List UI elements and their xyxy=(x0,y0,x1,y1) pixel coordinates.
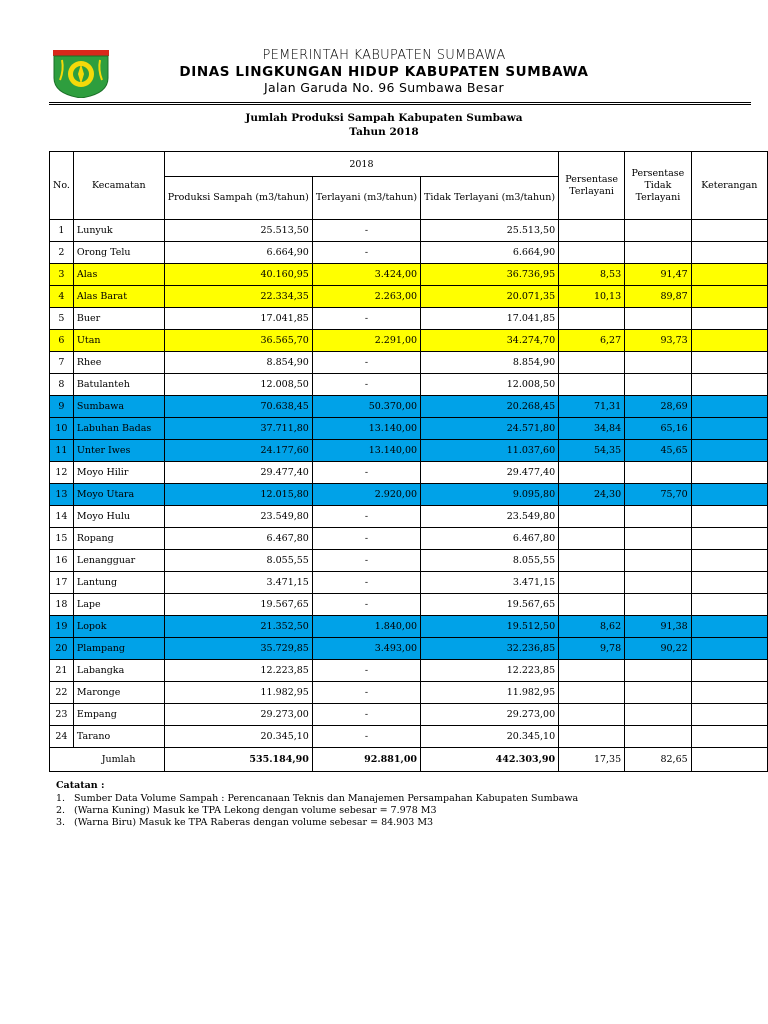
row-persen-terlayani xyxy=(559,462,625,484)
row-kecamatan: Moyo Hulu xyxy=(73,506,164,528)
row-persen-tidak xyxy=(625,704,692,726)
row-persen-terlayani xyxy=(559,506,625,528)
row-terlayani: - xyxy=(312,462,420,484)
row-persen-tidak xyxy=(625,220,692,242)
row-persen-terlayani xyxy=(559,726,625,748)
letterhead xyxy=(0,44,768,104)
row-terlayani: 2.291,00 xyxy=(312,330,420,352)
col-year: 2018 xyxy=(164,152,558,177)
total-label: Jumlah xyxy=(73,748,164,772)
row-tidak-terlayani: 34.274,70 xyxy=(421,330,559,352)
table-row xyxy=(50,462,768,484)
row-persen-tidak xyxy=(625,242,692,264)
row-produksi: 11.982,95 xyxy=(164,682,312,704)
row-terlayani: - xyxy=(312,528,420,550)
row-kecamatan: Ropang xyxy=(73,528,164,550)
table-row xyxy=(50,616,768,638)
row-kecamatan: Empang xyxy=(73,704,164,726)
row-produksi: 25.513,50 xyxy=(164,220,312,242)
row-produksi: 29.273,00 xyxy=(164,704,312,726)
row-no: 12 xyxy=(50,462,74,484)
row-persen-tidak xyxy=(625,374,692,396)
row-tidak-terlayani: 6.664,90 xyxy=(421,242,559,264)
row-no: 6 xyxy=(50,330,74,352)
row-produksi: 21.352,50 xyxy=(164,616,312,638)
col-persen-terlayani: Persentase Terlayani xyxy=(559,152,625,220)
row-produksi: 12.015,80 xyxy=(164,484,312,506)
row-terlayani: - xyxy=(312,220,420,242)
table-row xyxy=(50,330,768,352)
row-terlayani: - xyxy=(312,704,420,726)
row-persen-tidak: 28,69 xyxy=(625,396,692,418)
row-persen-terlayani xyxy=(559,220,625,242)
row-no: 21 xyxy=(50,660,74,682)
row-produksi: 22.334,35 xyxy=(164,286,312,308)
col-produksi: Produksi Sampah (m3/tahun) xyxy=(164,177,312,220)
row-kecamatan: Orong Telu xyxy=(73,242,164,264)
table-row xyxy=(50,352,768,374)
row-tidak-terlayani: 24.571,80 xyxy=(421,418,559,440)
row-tidak-terlayani: 9.095,80 xyxy=(421,484,559,506)
row-kecamatan: Sumbawa xyxy=(73,396,164,418)
row-persen-terlayani: 54,35 xyxy=(559,440,625,462)
row-produksi: 8.854,90 xyxy=(164,352,312,374)
row-keterangan xyxy=(691,308,767,330)
table-row xyxy=(50,220,768,242)
table-row xyxy=(50,418,768,440)
row-kecamatan: Moyo Utara xyxy=(73,484,164,506)
row-terlayani: 2.920,00 xyxy=(312,484,420,506)
row-persen-tidak xyxy=(625,352,692,374)
row-tidak-terlayani: 11.982,95 xyxy=(421,682,559,704)
row-produksi: 12.008,50 xyxy=(164,374,312,396)
waste-production-table xyxy=(49,151,768,772)
row-produksi: 6.467,80 xyxy=(164,528,312,550)
row-terlayani: 3.493,00 xyxy=(312,638,420,660)
table-row xyxy=(50,682,768,704)
row-produksi: 8.055,55 xyxy=(164,550,312,572)
row-tidak-terlayani: 29.477,40 xyxy=(421,462,559,484)
row-persen-terlayani xyxy=(559,572,625,594)
row-no: 8 xyxy=(50,374,74,396)
row-kecamatan: Labangka xyxy=(73,660,164,682)
row-kecamatan: Unter Iwes xyxy=(73,440,164,462)
agency-address: Jalan Garuda No. 96 Sumbawa Besar xyxy=(264,80,504,95)
note-item: 2. (Warna Kuning) Masuk ke TPA Lekong dengan volume sebesar = 7.978 M3 xyxy=(56,805,437,816)
col-no: No. xyxy=(50,152,74,220)
row-kecamatan: Labuhan Badas xyxy=(73,418,164,440)
row-keterangan xyxy=(691,286,767,308)
row-tidak-terlayani: 20.071,35 xyxy=(421,286,559,308)
note-item: 3. (Warna Biru) Masuk ke TPA Raberas dengan volume sebesar = 84.903 M3 xyxy=(56,817,434,828)
row-produksi: 3.471,15 xyxy=(164,572,312,594)
row-kecamatan: Lenangguar xyxy=(73,550,164,572)
row-produksi: 37.711,80 xyxy=(164,418,312,440)
row-terlayani: - xyxy=(312,374,420,396)
government-name: PEMERINTAH KABUPATEN SUMBAWA xyxy=(262,48,506,63)
row-terlayani: - xyxy=(312,308,420,330)
row-persen-terlayani xyxy=(559,594,625,616)
table-row xyxy=(50,704,768,726)
row-tidak-terlayani: 23.549,80 xyxy=(421,506,559,528)
row-persen-terlayani xyxy=(559,682,625,704)
report-title: Jumlah Produksi Sampah Kabupaten Sumbawa xyxy=(245,112,523,124)
row-keterangan xyxy=(691,264,767,286)
table-row xyxy=(50,484,768,506)
table-row xyxy=(50,660,768,682)
row-persen-terlayani: 10,13 xyxy=(559,286,625,308)
row-tidak-terlayani: 19.567,65 xyxy=(421,594,559,616)
row-produksi: 35.729,85 xyxy=(164,638,312,660)
row-persen-tidak: 93,73 xyxy=(625,330,692,352)
row-persen-tidak xyxy=(625,550,692,572)
row-keterangan xyxy=(691,704,767,726)
row-keterangan xyxy=(691,528,767,550)
row-terlayani: 13.140,00 xyxy=(312,440,420,462)
row-tidak-terlayani: 32.236,85 xyxy=(421,638,559,660)
report-year: Tahun 2018 xyxy=(349,126,419,138)
row-persen-tidak: 91,47 xyxy=(625,264,692,286)
table-row xyxy=(50,638,768,660)
row-no: 23 xyxy=(50,704,74,726)
row-persen-terlayani xyxy=(559,242,625,264)
row-tidak-terlayani: 6.467,80 xyxy=(421,528,559,550)
row-persen-tidak xyxy=(625,308,692,330)
row-persen-terlayani xyxy=(559,660,625,682)
row-kecamatan: Lunyuk xyxy=(73,220,164,242)
row-no: 20 xyxy=(50,638,74,660)
row-persen-terlayani xyxy=(559,374,625,396)
row-no: 5 xyxy=(50,308,74,330)
row-tidak-terlayani: 36.736,95 xyxy=(421,264,559,286)
table-row xyxy=(50,528,768,550)
row-kecamatan: Buer xyxy=(73,308,164,330)
row-produksi: 23.549,80 xyxy=(164,506,312,528)
table-row xyxy=(50,572,768,594)
row-kecamatan: Maronge xyxy=(73,682,164,704)
row-terlayani: - xyxy=(312,352,420,374)
row-persen-terlayani: 8,62 xyxy=(559,616,625,638)
row-persen-tidak: 65,16 xyxy=(625,418,692,440)
col-tidak-terlayani: Tidak Terlayani (m3/tahun) xyxy=(421,177,559,220)
row-persen-tidak xyxy=(625,506,692,528)
table-row xyxy=(50,594,768,616)
row-keterangan xyxy=(691,506,767,528)
row-no: 7 xyxy=(50,352,74,374)
row-keterangan xyxy=(691,374,767,396)
row-produksi: 70.638,45 xyxy=(164,396,312,418)
note-item: 1. Sumber Data Volume Sampah : Perencanaan Teknis dan Manajemen Persampahan Kabupaten Sumbawa xyxy=(56,793,579,804)
row-tidak-terlayani: 8.854,90 xyxy=(421,352,559,374)
row-kecamatan: Alas Barat xyxy=(73,286,164,308)
row-tidak-terlayani: 19.512,50 xyxy=(421,616,559,638)
row-tidak-terlayani: 8.055,55 xyxy=(421,550,559,572)
row-kecamatan: Lopok xyxy=(73,616,164,638)
row-terlayani: 13.140,00 xyxy=(312,418,420,440)
row-produksi: 19.567,65 xyxy=(164,594,312,616)
total-tidak-terlayani: 442.303,90 xyxy=(421,748,559,772)
row-persen-tidak xyxy=(625,682,692,704)
row-tidak-terlayani: 29.273,00 xyxy=(421,704,559,726)
row-persen-tidak xyxy=(625,572,692,594)
row-persen-terlayani xyxy=(559,704,625,726)
row-persen-tidak: 75,70 xyxy=(625,484,692,506)
row-no: 16 xyxy=(50,550,74,572)
col-keterangan: Keterangan xyxy=(691,152,767,220)
row-terlayani: - xyxy=(312,242,420,264)
row-terlayani: - xyxy=(312,572,420,594)
row-terlayani: 1.840,00 xyxy=(312,616,420,638)
row-kecamatan: Tarano xyxy=(73,726,164,748)
row-persen-terlayani xyxy=(559,550,625,572)
row-terlayani: 50.370,00 xyxy=(312,396,420,418)
row-keterangan xyxy=(691,352,767,374)
row-persen-terlayani: 34,84 xyxy=(559,418,625,440)
row-persen-tidak xyxy=(625,594,692,616)
row-terlayani: - xyxy=(312,506,420,528)
row-tidak-terlayani: 12.008,50 xyxy=(421,374,559,396)
row-persen-terlayani: 8,53 xyxy=(559,264,625,286)
row-keterangan xyxy=(691,440,767,462)
row-tidak-terlayani: 11.037,60 xyxy=(421,440,559,462)
row-keterangan xyxy=(691,220,767,242)
row-no: 13 xyxy=(50,484,74,506)
row-produksi: 24.177,60 xyxy=(164,440,312,462)
row-no: 1 xyxy=(50,220,74,242)
row-tidak-terlayani: 25.513,50 xyxy=(421,220,559,242)
col-persen-tidak: Persentase Tidak Terlayani xyxy=(625,152,692,220)
row-tidak-terlayani: 3.471,15 xyxy=(421,572,559,594)
row-keterangan xyxy=(691,484,767,506)
row-terlayani: - xyxy=(312,594,420,616)
total-keterangan xyxy=(691,748,767,772)
notes xyxy=(56,780,578,829)
table-row xyxy=(50,242,768,264)
total-persen-tidak: 82,65 xyxy=(625,748,692,772)
total-terlayani: 92.881,00 xyxy=(312,748,420,772)
row-no: 15 xyxy=(50,528,74,550)
notes-heading: Catatan : xyxy=(56,780,105,791)
table-row xyxy=(50,506,768,528)
total-row xyxy=(50,748,768,772)
row-persen-tidak xyxy=(625,726,692,748)
letterhead-divider-2 xyxy=(49,104,751,105)
row-persen-tidak xyxy=(625,528,692,550)
row-keterangan xyxy=(691,638,767,660)
row-no: 11 xyxy=(50,440,74,462)
row-persen-terlayani: 71,31 xyxy=(559,396,625,418)
row-tidak-terlayani: 17.041,85 xyxy=(421,308,559,330)
row-persen-tidak xyxy=(625,660,692,682)
row-kecamatan: Alas xyxy=(73,264,164,286)
row-keterangan xyxy=(691,682,767,704)
table-row xyxy=(50,726,768,748)
row-tidak-terlayani: 20.268,45 xyxy=(421,396,559,418)
row-persen-tidak xyxy=(625,462,692,484)
row-no: 2 xyxy=(50,242,74,264)
row-persen-terlayani xyxy=(559,528,625,550)
row-tidak-terlayani: 20.345,10 xyxy=(421,726,559,748)
row-keterangan xyxy=(691,330,767,352)
row-keterangan xyxy=(691,242,767,264)
row-no: 3 xyxy=(50,264,74,286)
table-row xyxy=(50,286,768,308)
row-terlayani: - xyxy=(312,660,420,682)
row-terlayani: 2.263,00 xyxy=(312,286,420,308)
row-no: 18 xyxy=(50,594,74,616)
row-no: 10 xyxy=(50,418,74,440)
row-persen-terlayani: 9,78 xyxy=(559,638,625,660)
row-persen-terlayani: 24,30 xyxy=(559,484,625,506)
table-row xyxy=(50,264,768,286)
table-row xyxy=(50,374,768,396)
row-no: 24 xyxy=(50,726,74,748)
row-produksi: 40.160,95 xyxy=(164,264,312,286)
row-kecamatan: Moyo Hilir xyxy=(73,462,164,484)
row-keterangan xyxy=(691,572,767,594)
row-no: 9 xyxy=(50,396,74,418)
row-persen-terlayani: 6,27 xyxy=(559,330,625,352)
table-row xyxy=(50,308,768,330)
row-produksi: 20.345,10 xyxy=(164,726,312,748)
row-persen-terlayani xyxy=(559,308,625,330)
row-no: 17 xyxy=(50,572,74,594)
row-kecamatan: Batulanteh xyxy=(73,374,164,396)
row-persen-tidak: 90,22 xyxy=(625,638,692,660)
row-tidak-terlayani: 12.223,85 xyxy=(421,660,559,682)
row-no: 14 xyxy=(50,506,74,528)
row-terlayani: - xyxy=(312,726,420,748)
row-persen-tidak: 89,87 xyxy=(625,286,692,308)
row-kecamatan: Plampang xyxy=(73,638,164,660)
table-row xyxy=(50,440,768,462)
row-produksi: 29.477,40 xyxy=(164,462,312,484)
row-persen-tidak: 45,65 xyxy=(625,440,692,462)
row-terlayani: - xyxy=(312,682,420,704)
col-terlayani: Terlayani (m3/tahun) xyxy=(312,177,420,220)
row-keterangan xyxy=(691,726,767,748)
row-keterangan xyxy=(691,396,767,418)
table-row xyxy=(50,550,768,572)
row-keterangan xyxy=(691,594,767,616)
row-no: 4 xyxy=(50,286,74,308)
row-kecamatan: Lantung xyxy=(73,572,164,594)
row-kecamatan: Lape xyxy=(73,594,164,616)
row-keterangan xyxy=(691,418,767,440)
row-produksi: 36.565,70 xyxy=(164,330,312,352)
row-terlayani: - xyxy=(312,550,420,572)
row-kecamatan: Utan xyxy=(73,330,164,352)
row-no: 19 xyxy=(50,616,74,638)
row-terlayani: 3.424,00 xyxy=(312,264,420,286)
row-keterangan xyxy=(691,462,767,484)
row-persen-tidak: 91,38 xyxy=(625,616,692,638)
agency-name: DINAS LINGKUNGAN HIDUP KABUPATEN SUMBAWA xyxy=(179,64,589,80)
letterhead-divider xyxy=(49,102,751,103)
total-produksi: 535.184,90 xyxy=(164,748,312,772)
row-kecamatan: Rhee xyxy=(73,352,164,374)
row-keterangan xyxy=(691,550,767,572)
row-persen-terlayani xyxy=(559,352,625,374)
row-produksi: 6.664,90 xyxy=(164,242,312,264)
row-no: 22 xyxy=(50,682,74,704)
row-keterangan xyxy=(691,660,767,682)
table-row xyxy=(50,396,768,418)
row-produksi: 17.041,85 xyxy=(164,308,312,330)
total-persen-terlayani: 17,35 xyxy=(559,748,625,772)
row-keterangan xyxy=(691,616,767,638)
col-kecamatan: Kecamatan xyxy=(73,152,164,220)
row-produksi: 12.223,85 xyxy=(164,660,312,682)
